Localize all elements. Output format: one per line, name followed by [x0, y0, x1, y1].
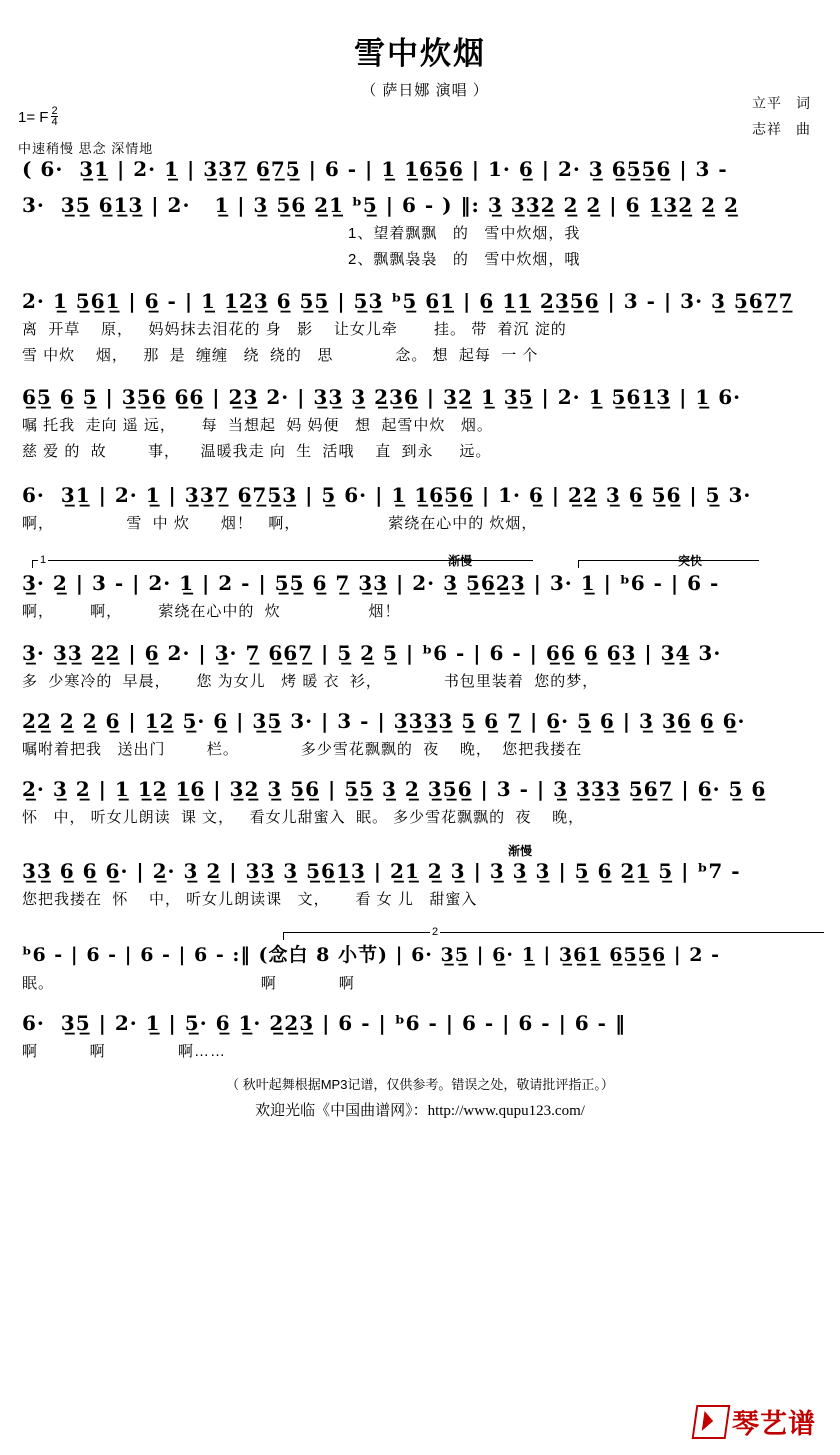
- second-ending-label: 2: [432, 926, 439, 938]
- page-title: 雪中炊烟: [354, 36, 486, 72]
- lyricist-role: 词: [796, 95, 810, 111]
- music-system-3: [18, 286, 822, 368]
- transcription-note: （ 秋叶起舞根据MP3记谱，仅供参考。错误之处，敬请批评指正。）: [226, 1077, 614, 1092]
- credits-block: [752, 90, 810, 142]
- accelerando-mark: 突快: [678, 554, 703, 568]
- music-system-12: [18, 1008, 822, 1064]
- note-row: 3̲· 2̲ | 3 - | 2· 1̲ | 2 - | 5̲5̲ 6̲ 7̲ 3̲3̲ | 2· 3̲ 5̲6̲2̲3̲ | 3· 1̲ | ᵇ6 - | 6 -: [22, 571, 720, 595]
- lyric-row-verse2: 慈 爱 的 故 事， 温暖我走 向 生 活哦 直 到永 远。: [22, 443, 492, 460]
- lyric-row: 啊， 啊， 萦绕在心中的 炊 烟！: [22, 603, 401, 620]
- note-row: 6· 3̲5̲ | 2· 1̲ | 5̲· 6̲ 1̲· 2̲2̲3̲ | 6 - | ᵇ6 - | 6 - | 6 - | 6 - ‖: [22, 1011, 626, 1035]
- expression-marks-row: [18, 924, 822, 940]
- tempo-marking: 中速稍慢 思念 深情地: [18, 141, 154, 156]
- composer-line: [752, 116, 810, 142]
- note-row: 3· 3̲5̲ 6̲1̲3̲ | 2· 1̲ | 3̲ 5̲6̲ 2̲1̲ ᵇ5̲ | 6 - ) ‖: 3̲ 3̲3̲2̲ 2̲ 2̲ | 6̲ 1̲3̲2̲ 2̲ 2̲: [22, 193, 739, 217]
- singer-credit: （ 萨日娜 演唱 ）: [361, 82, 489, 99]
- lyric-row-verse1: 离 开草 原， 妈妈抹去泪花的 身 影 让女儿牵 挂。 带 着沉 淀的: [22, 321, 567, 338]
- expression-marks-row: [18, 842, 822, 856]
- music-system-2: [18, 190, 822, 272]
- first-ending-label: 1: [40, 554, 47, 566]
- expression-marks-row: [18, 550, 822, 568]
- note-row: ᵇ6 - | 6 - | 6 - | 6 - :‖ (念白 8 小节) | 6· 3̲5̲ | 6̲· 1̲ | 3̲6̲1̲ 6̲5̲5̲6̲ | 2 -: [22, 944, 720, 966]
- note-row: 6· 3̲1̲ | 2· 1̲ | 3̲3̲7̲ 6̲7̲5̲3̲ | 5̲ 6· | 1̲ 1̲6̲5̲6̲ | 1· 6̲ | 2̲2̲ 3̲ 6̲ 5̲6̲ | 5̲ 3·: [22, 483, 752, 507]
- composer-name: 志祥: [752, 121, 782, 137]
- lyric-row: 您把我搂在 怀 中， 听女儿朗读课 文， 看 女 儿 甜蜜入: [22, 891, 478, 908]
- lyricist-name: 立平: [752, 95, 782, 111]
- note-row: 2̲2̲ 2̲ 2̲ 6̲ | 1̲2̲ 5̲· 6̲ | 3̲5̲ 3· | 3 - | 3̲3̲3̲3̲ 5̲ 6̲ 7̲ | 6̲· 5̲ 6̲ | 3̲ 3̲6̲ 6̲ 6̲·: [22, 709, 746, 733]
- logo-text: 琴艺谱: [732, 1409, 816, 1439]
- time-signature-numerator: 2: [51, 105, 58, 117]
- music-system-10: [18, 842, 822, 912]
- note-row: 3̲3̲ 6̲ 6̲ 6̲· | 2̲· 3̲ 2̲ | 3̲3̲ 3̲ 5̲6̲1̲3̲ | 2̲1̲ 2̲ 3̲ | 3̲ 3̲ 3̲ | 5̲ 6̲ 2̲1̲ 5̲ | ᵇ7 -: [22, 859, 741, 883]
- music-system-7: [18, 638, 822, 694]
- ritardando-mark: 渐慢: [448, 554, 473, 568]
- key-signature: [18, 106, 58, 127]
- music-system-8: [18, 706, 822, 762]
- time-signature-denominator: 4: [51, 116, 58, 128]
- music-system-11: [18, 924, 822, 996]
- lyric-row-verse1: 嘱 托我 走向 遥 远， 每 当想起 妈 妈便 想 起雪中炊 烟。: [22, 417, 493, 434]
- music-system-6: [18, 550, 822, 624]
- site-logo: [694, 1402, 816, 1441]
- second-ending-bracket: [283, 932, 824, 940]
- composer-role: 曲: [796, 121, 810, 137]
- tempo-bracket: [578, 560, 759, 568]
- note-row: 6̲5̲ 6̲ 5̲ | 3̲5̲6̲ 6̲6̲ | 2̲3̲ 2· | 3̲3̲ 3̲ 2̲3̲6̲ | 3̲2̲ 1̲ 3̲5̲ | 2· 1̲ 5̲6̲1̲3̲ | 1̲ 6·: [22, 385, 742, 409]
- lyric-row-verse2: 雪 中炊 烟， 那 是 缠缠 绕 绕的 思 念。 想 起每 一 个: [22, 347, 539, 364]
- music-system-1: [18, 154, 822, 184]
- music-system-4: [18, 382, 822, 464]
- note-row: 2· 1̲ 5̲6̲1̲ | 6̲ - | 1̲ 1̲2̲3̲ 6̲ 5̲5̲ | 5̲3̲ ᵇ5̲ 6̲1̲ | 6̲ 1̲1̲ 2̲3̲5̲6̲ | 3 - | 3· 3̲ 5̲6̲7̲7̲: [22, 289, 794, 313]
- logo-mark-icon: [692, 1405, 731, 1439]
- key-label: 1= F: [18, 109, 49, 126]
- lyricist-line: [752, 90, 810, 116]
- lyric-row: 多 少寒冷的 早晨， 您 为女儿 烤 暖 衣 衫， 书包里装着 您的梦，: [22, 673, 599, 690]
- lyric-row: 怀 中， 听女儿朗读 课 文， 看女儿甜蜜入 眠。 多少雪花飘飘的 夜 晚，: [22, 809, 585, 826]
- lyric-row: 啊， 雪 中 炊 烟！ 啊， 萦绕在心中的 炊烟，: [22, 515, 538, 532]
- lyric-row-verse1: 1、望着飘飘 的 雪中炊烟，我: [348, 225, 581, 242]
- note-row: 3̲· 3̲3̲ 2̲2̲ | 6̲ 2· | 3̲· 7̲ 6̲6̲7̲ | 5̲ 2̲ 5̲ | ᵇ6 - | 6 - | 6̲6̲ 6̲ 6̲3̲ | 3̲4̲ 3·: [22, 641, 722, 665]
- note-row: 2̲· 3̲ 2̲ | 1̲ 1̲2̲ 1̲6̲ | 3̲2̲ 3̲ 5̲6̲ | 5̲5̲ 3̲ 2̲ 3̲5̲6̲ | 3 - | 3̲ 3̲3̲3̲ 5̲6̲7̲ | 6̲· 5̲ 6̲: [22, 777, 767, 801]
- music-system-5: [18, 480, 822, 536]
- music-system-9: [18, 774, 822, 830]
- lyric-row-verse2: 2、飘飘袅袅 的 雪中炊烟，哦: [348, 251, 581, 268]
- note-row: ( 6· 3̲1̲ | 2· 1̲ | 3̲3̲7̲ 6̲7̲5̲ | 6 - | 1̲ 1̲6̲5̲6̲ | 1· 6̲ | 2· 3̲ 6̲5̲5̲6̲ | 3 -: [22, 157, 728, 181]
- sheet-music-page: [0, 28, 840, 1455]
- lyric-row: 眠。 啊 啊: [22, 975, 355, 992]
- lyric-row: 啊 啊 啊……: [22, 1043, 227, 1060]
- website-line: 欢迎光临《中国曲谱网》：http://www.qupu123.com/: [255, 1103, 585, 1119]
- time-signature: [51, 106, 57, 127]
- ritardando-mark-2: 渐慢: [508, 844, 533, 858]
- lyric-row: 嘱咐着把我 送出门 栏。 多少雪花飘飘的 夜 晚， 您把我搂在: [22, 741, 583, 758]
